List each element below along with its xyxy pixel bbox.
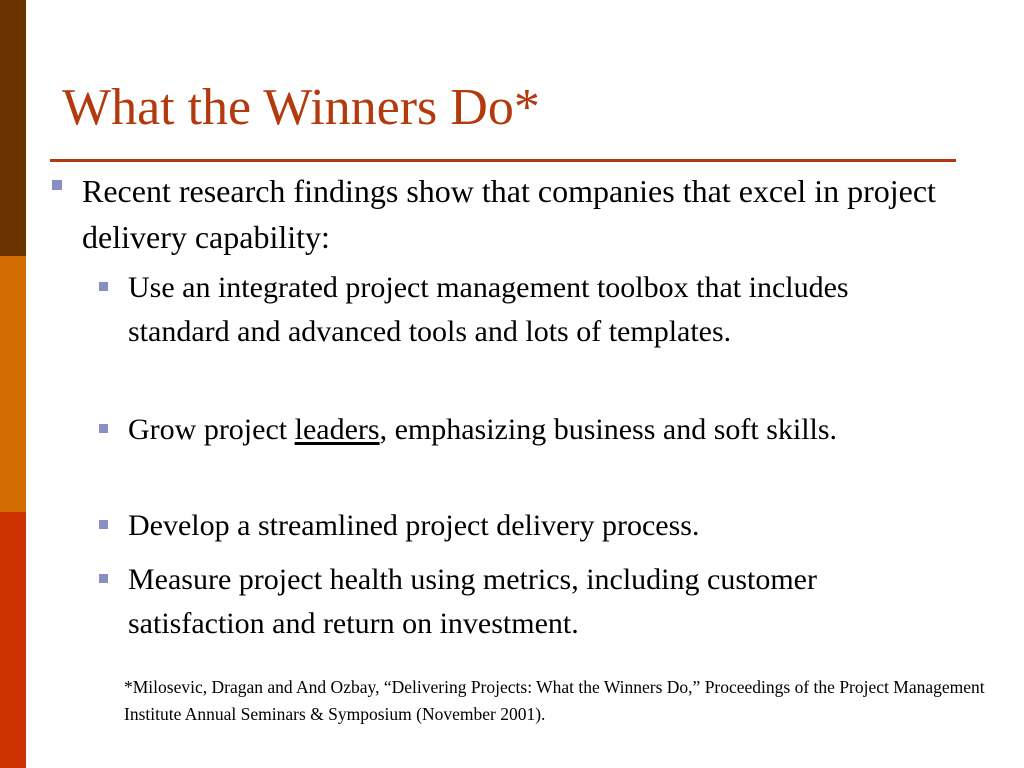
bullet-toolbox	[128, 266, 928, 354]
bullet-measure	[128, 558, 928, 646]
square-bullet-icon	[99, 520, 108, 529]
bullet-leaders-text-after: , emphasizing business and soft skills.	[379, 413, 838, 446]
citation-footnote: *Milosevic, Dragan and And Ozbay, “Delivering Projects: What the Winners Do,” Proceedings of the Project Management Institute Annual Seminars & Symposium (November 2001).	[124, 677, 985, 724]
title-underline-rule	[50, 159, 956, 162]
bullet-process-text: Develop a streamlined project delivery process.	[128, 509, 700, 542]
bullet-intro	[82, 168, 942, 260]
square-bullet-icon	[52, 180, 62, 190]
side-band-middle	[0, 256, 26, 512]
slide-title: What the Winners Do*	[62, 79, 540, 136]
bullet-toolbox-text: Use an integrated project management toolbox that includes standard and advanced tools and lots of templates.	[128, 271, 849, 348]
square-bullet-icon	[99, 282, 108, 291]
bullet-process	[128, 504, 928, 548]
square-bullet-icon	[99, 424, 108, 433]
bullet-measure-text: Measure project health using metrics, including customer satisfaction and return on investment.	[128, 563, 817, 640]
bullet-leaders	[128, 408, 928, 452]
side-band-bottom	[0, 512, 26, 768]
square-bullet-icon	[99, 574, 108, 583]
leaders-link[interactable]: leaders	[294, 413, 380, 446]
side-band-top	[0, 0, 26, 256]
bullet-leaders-text-before: Grow project	[128, 413, 295, 446]
bullet-intro-text: Recent research findings show that companies that excel in project delivery capability:	[82, 173, 936, 255]
